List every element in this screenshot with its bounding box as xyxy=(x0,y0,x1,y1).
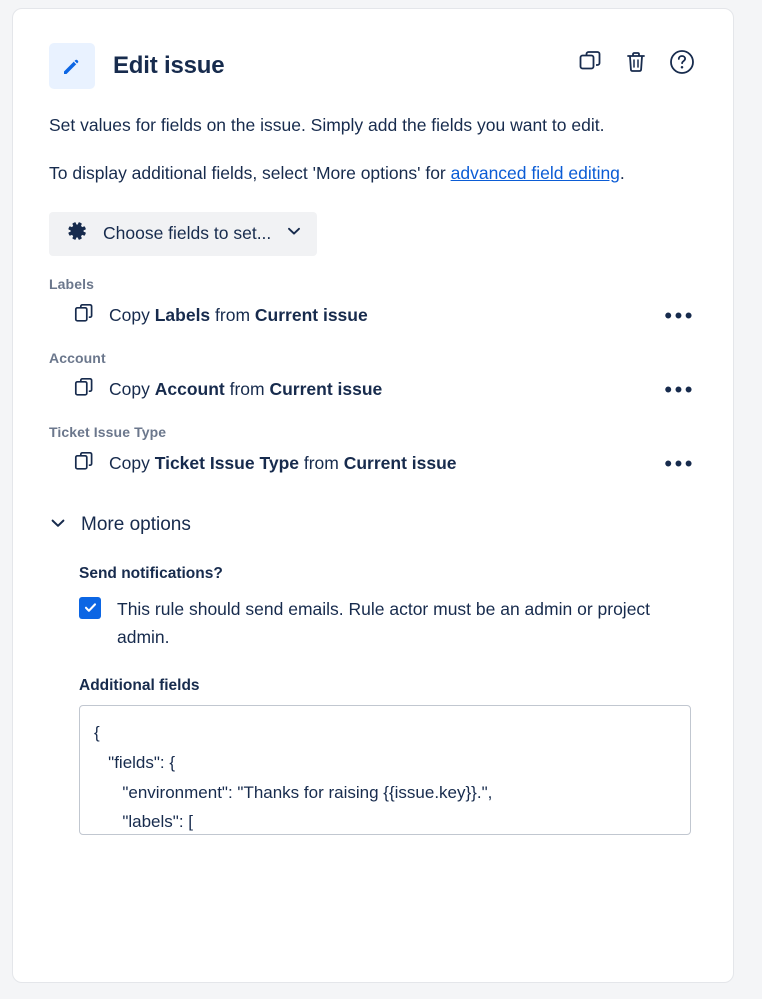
copy-field: Account xyxy=(154,379,225,400)
more-options-panel xyxy=(49,565,697,835)
copy-middle: from xyxy=(299,453,344,474)
pencil-icon xyxy=(49,43,95,89)
copy-prefix: Copy xyxy=(109,379,155,400)
copy-field: Labels xyxy=(154,305,211,326)
copy-icon xyxy=(73,302,95,329)
duplicate-icon[interactable] xyxy=(575,47,605,77)
card-content xyxy=(13,9,733,835)
copy-icon xyxy=(73,376,95,403)
more-options-toggle[interactable] xyxy=(49,514,697,537)
send-notifications-text: This rule should send emails. Rule actor must be an admin or project admin. xyxy=(117,598,651,647)
chevron-down-icon xyxy=(285,222,303,245)
field-group-account xyxy=(49,350,697,404)
code-line: "environment": "Thanks for raising {{issue.key}}.", xyxy=(94,782,493,802)
field-label: Account xyxy=(49,349,106,366)
advanced-field-editing-link[interactable]: advanced field editing xyxy=(450,163,620,184)
additional-fields-label: Additional fields xyxy=(79,676,200,694)
more-options-label: More options xyxy=(81,514,191,536)
description-prefix: To display additional fields, select 'More options' for xyxy=(49,163,451,184)
page-title: Edit issue xyxy=(113,52,225,79)
copy-prefix: Copy xyxy=(109,453,155,474)
field-more-menu[interactable]: ••• xyxy=(664,450,695,476)
help-icon[interactable] xyxy=(667,47,697,77)
field-group-labels xyxy=(49,276,697,330)
gear-icon xyxy=(65,219,89,248)
field-more-menu[interactable]: ••• xyxy=(664,302,695,328)
field-row[interactable] xyxy=(49,450,697,478)
send-notifications-checkbox[interactable] xyxy=(79,597,101,619)
additional-fields-editor[interactable] xyxy=(79,705,691,835)
edit-issue-card xyxy=(12,8,734,983)
chevron-down-icon xyxy=(49,514,67,537)
field-group-ticket-issue-type xyxy=(49,424,697,478)
field-label: Ticket Issue Type xyxy=(49,423,167,440)
field-more-menu[interactable]: ••• xyxy=(664,376,695,402)
copy-source: Current issue xyxy=(269,379,383,400)
copy-icon xyxy=(73,450,95,477)
send-notifications-row xyxy=(79,595,697,651)
description-line-2 xyxy=(49,159,697,187)
choose-fields-button[interactable] xyxy=(49,212,317,256)
description-suffix: . xyxy=(619,163,625,184)
copy-prefix: Copy xyxy=(109,305,155,326)
field-row[interactable] xyxy=(49,376,697,404)
copy-source: Current issue xyxy=(254,305,368,326)
description-line-1: Set values for fields on the issue. Simply add the fields you want to edit. xyxy=(49,115,605,135)
code-line: "fields": { xyxy=(94,752,176,772)
copy-field: Ticket Issue Type xyxy=(154,453,299,474)
send-notifications-label: Send notifications? xyxy=(79,564,223,582)
field-row[interactable] xyxy=(49,302,697,330)
copy-source: Current issue xyxy=(343,453,457,474)
header xyxy=(49,43,697,89)
header-actions xyxy=(575,47,697,77)
choose-fields-label: Choose fields to set... xyxy=(103,223,272,244)
field-label: Labels xyxy=(49,275,94,292)
copy-middle: from xyxy=(210,305,255,326)
code-line: { xyxy=(94,722,100,742)
code-line: "labels": [ xyxy=(94,812,193,832)
field-row-text xyxy=(109,305,368,326)
copy-middle: from xyxy=(224,379,270,400)
trash-icon[interactable] xyxy=(621,47,651,77)
field-row-text xyxy=(109,379,382,400)
field-row-text xyxy=(109,453,457,474)
